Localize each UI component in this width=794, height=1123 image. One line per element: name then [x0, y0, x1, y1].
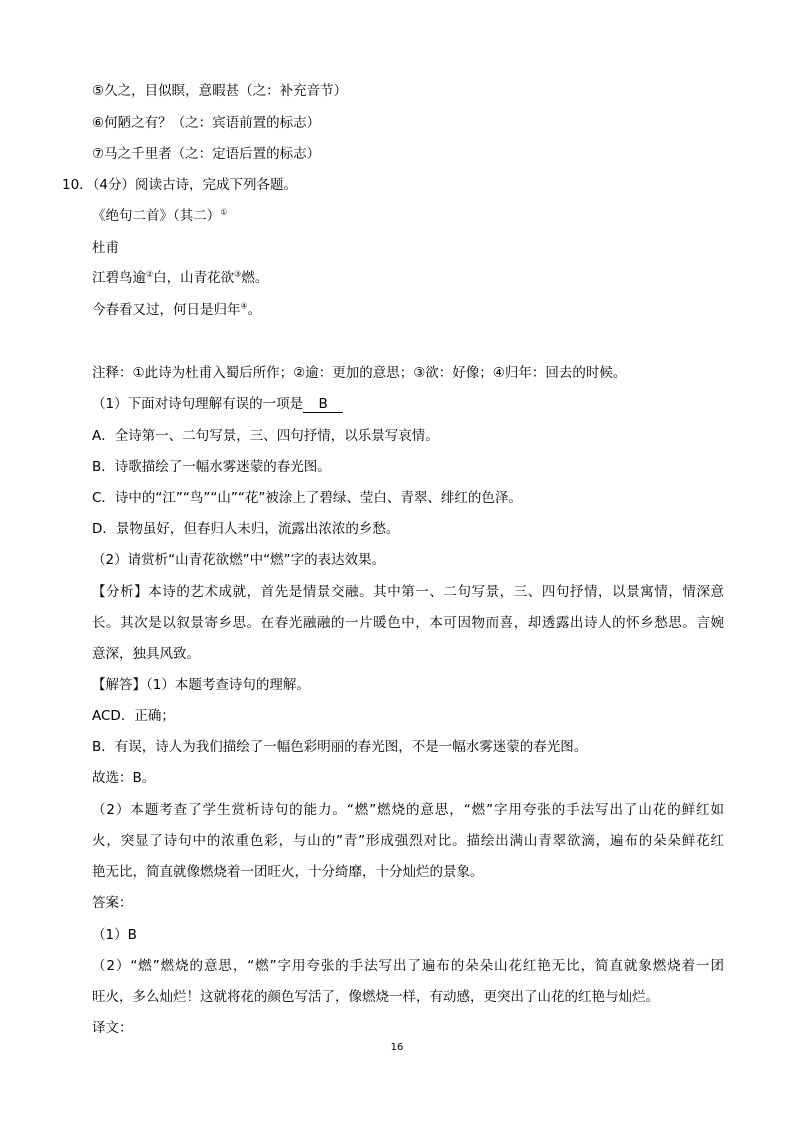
answer-label: 答案： [92, 895, 133, 911]
poem-title [92, 206, 227, 226]
sub-question-1 [92, 394, 343, 414]
solution-line-1: 【解答】（1）本题考查诗句的理解。 [92, 677, 310, 693]
question-header [62, 175, 297, 195]
answer-part-1: （1）B [92, 927, 137, 943]
option-d: D．景物虽好，但春归人未归，流露出浓浓的乡愁。 [92, 521, 400, 537]
translation-label: 译文： [92, 1020, 133, 1036]
option-a: A．全诗第一、二句写景，三、四句抒情，以乐景写哀情。 [92, 428, 439, 444]
poem-line-2-footnote: ④ [240, 301, 248, 311]
analysis-line-3: 意深，独具风致。 [92, 646, 200, 662]
analysis-line-1: 【分析】本诗的艺术成就，首先是情景交融。其中第一、二句写景，三、四句抒情，以景寓情，情深意 [92, 584, 724, 600]
solution-part2-line-3: 艳无比，简直就像燃烧着一团旺火，十分绮靡，十分灿烂的景象。 [92, 864, 484, 880]
poem-line-1-part-b: 白，山青花欲 [153, 270, 235, 286]
note-line-7: ⑦马之千里者（之：定语后置的标志） [92, 146, 321, 162]
poem-line-1-footnote-a: ② [146, 269, 154, 279]
answer-part2-line-2: 旺火，多么灿烂！这就将花的颜色写活了，像燃烧一样，有动感，更突出了山花的红艳与灿烂。 [92, 989, 659, 1005]
poem-line-1-part-a: 江碧鸟逾 [92, 270, 146, 286]
analysis-line-2: 长。其次是以叙景寄乡思。在春光融融的一片暖色中，本可因物而喜，却透露出诗人的怀乡愁思。言婉 [92, 615, 724, 631]
page-number: 16 [390, 1042, 404, 1053]
poem-line-2 [92, 300, 261, 320]
poem-line-2-part-a: 今春看又过，何日是归年 [92, 302, 241, 318]
poem-line-1 [92, 268, 268, 288]
note-line-5: ⑤久之，目似瞑，意暇甚（之：补充音节） [92, 83, 348, 99]
sub-question-2: （2）请赏析“山青花欲燃”中“燃”字的表达效果。 [92, 552, 386, 568]
option-b: B．诗歌描绘了一幅水雾迷蒙的春光图。 [92, 459, 331, 475]
solution-line-3: B．有误，诗人为我们描绘了一幅色彩明丽的春光图，不是一幅水雾迷蒙的春光图。 [92, 739, 588, 755]
solution-line-2: ACD．正确； [92, 708, 175, 724]
sub-question-1-answer: B [303, 396, 343, 413]
poem-line-1-footnote-b: ③ [234, 269, 242, 279]
poem-annotation: 注释：①此诗为杜甫入蜀后所作；②逾：更加的意思；③欲：好像；④归年：回去的时候。 [92, 365, 627, 381]
poem-line-1-part-c: 燃。 [241, 270, 269, 286]
question-number: 10． [62, 177, 93, 193]
sub-question-1-prompt: （1）下面对诗句理解有误的一项是 [92, 396, 304, 412]
poem-title-footnote: ① [220, 207, 228, 217]
option-c: C．诗中的“江”“鸟”“山”“花”被涂上了碧绿、莹白、青翠、绯红的色泽。 [92, 490, 522, 506]
answer-part2-line-1: （2）“燃”燃烧的意思，“燃”字用夸张的手法写出了遍布的朵朵山花红艳无比，简直就象燃烧着一团 [92, 958, 724, 974]
solution-part2-line-2: 火，突显了诗句中的浓重色彩，与山的”青”形成强烈对比。描绘出满山青翠欲滴，遍布的朵朵鲜花红 [92, 833, 724, 849]
solution-line-4: 故选：B。 [92, 770, 156, 786]
question-intro: （4分）阅读古诗，完成下列各题。 [92, 177, 298, 193]
poem-author: 杜甫 [92, 240, 119, 256]
poem-line-2-part-b: 。 [247, 302, 262, 318]
note-line-6: ⑥何陋之有？（之：宾语前置的标志） [92, 115, 321, 131]
poem-title-text: 《绝句二首》（其二） [92, 208, 221, 224]
solution-part2-line-1: （2）本题考查了学生赏析诗句的能力。“燃”燃烧的意思，“燃”字用夸张的手法写出了山花的鲜红如 [92, 802, 724, 818]
